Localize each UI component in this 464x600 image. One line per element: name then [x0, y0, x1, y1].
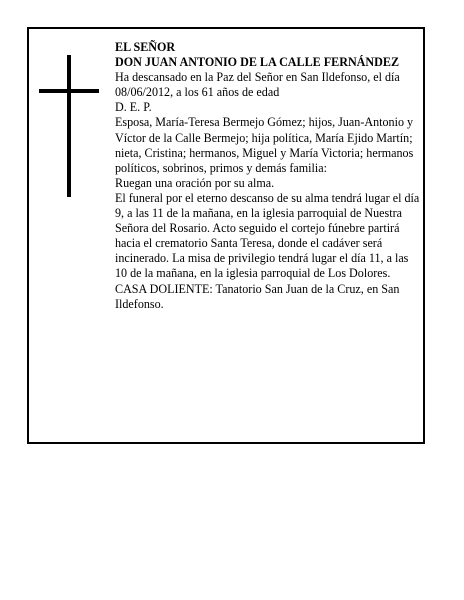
cross-horizontal-bar	[39, 89, 99, 93]
cross-icon	[39, 55, 99, 197]
notice-title: EL SEÑOR	[115, 40, 176, 54]
family-list: Esposa, María-Teresa Bermejo Gómez; hijos, Juan-Antonio y Víctor de la Calle Bermejo; hija política, María Ejido Martín; nieta, Cristina; hermanos, Miguel y María Victoria; hermanos políticos, sobrinos, primos y demás familia:	[115, 115, 414, 175]
obituary-notice	[27, 27, 425, 444]
notice-text	[115, 40, 421, 312]
prayer-request: Ruegan una oración por su alma.	[115, 175, 275, 190]
death-announcement: Ha descansado en la Paz del Señor en San Ildefonso, el día 08/06/2012, a los 61 años de edad	[115, 70, 400, 100]
deceased-name: DON JUAN ANTONIO DE LA CALLE FERNÁNDEZ	[115, 55, 400, 70]
mourning-house: CASA DOLIENTE: Tanatorio San Juan de la Cruz, en San Ildefonso.	[115, 281, 400, 311]
funeral-details: El funeral por el eterno descanso de su alma tendrá lugar el día 9, a las 11 de la mañana, en la iglesia parroquial de Nuestra Señora del Rosario. Acto seguido el cortejo fúnebre partirá hacia el crematorio Santa Teresa, donde el cadáver será incinerado. La misa de privilegio tendrá lugar el día 11, a las 10 de la mañana, en la iglesia parroquial de Los Dolores.	[115, 190, 420, 281]
cross-vertical-bar	[67, 55, 71, 197]
dep-line: D. E. P.	[115, 100, 152, 115]
